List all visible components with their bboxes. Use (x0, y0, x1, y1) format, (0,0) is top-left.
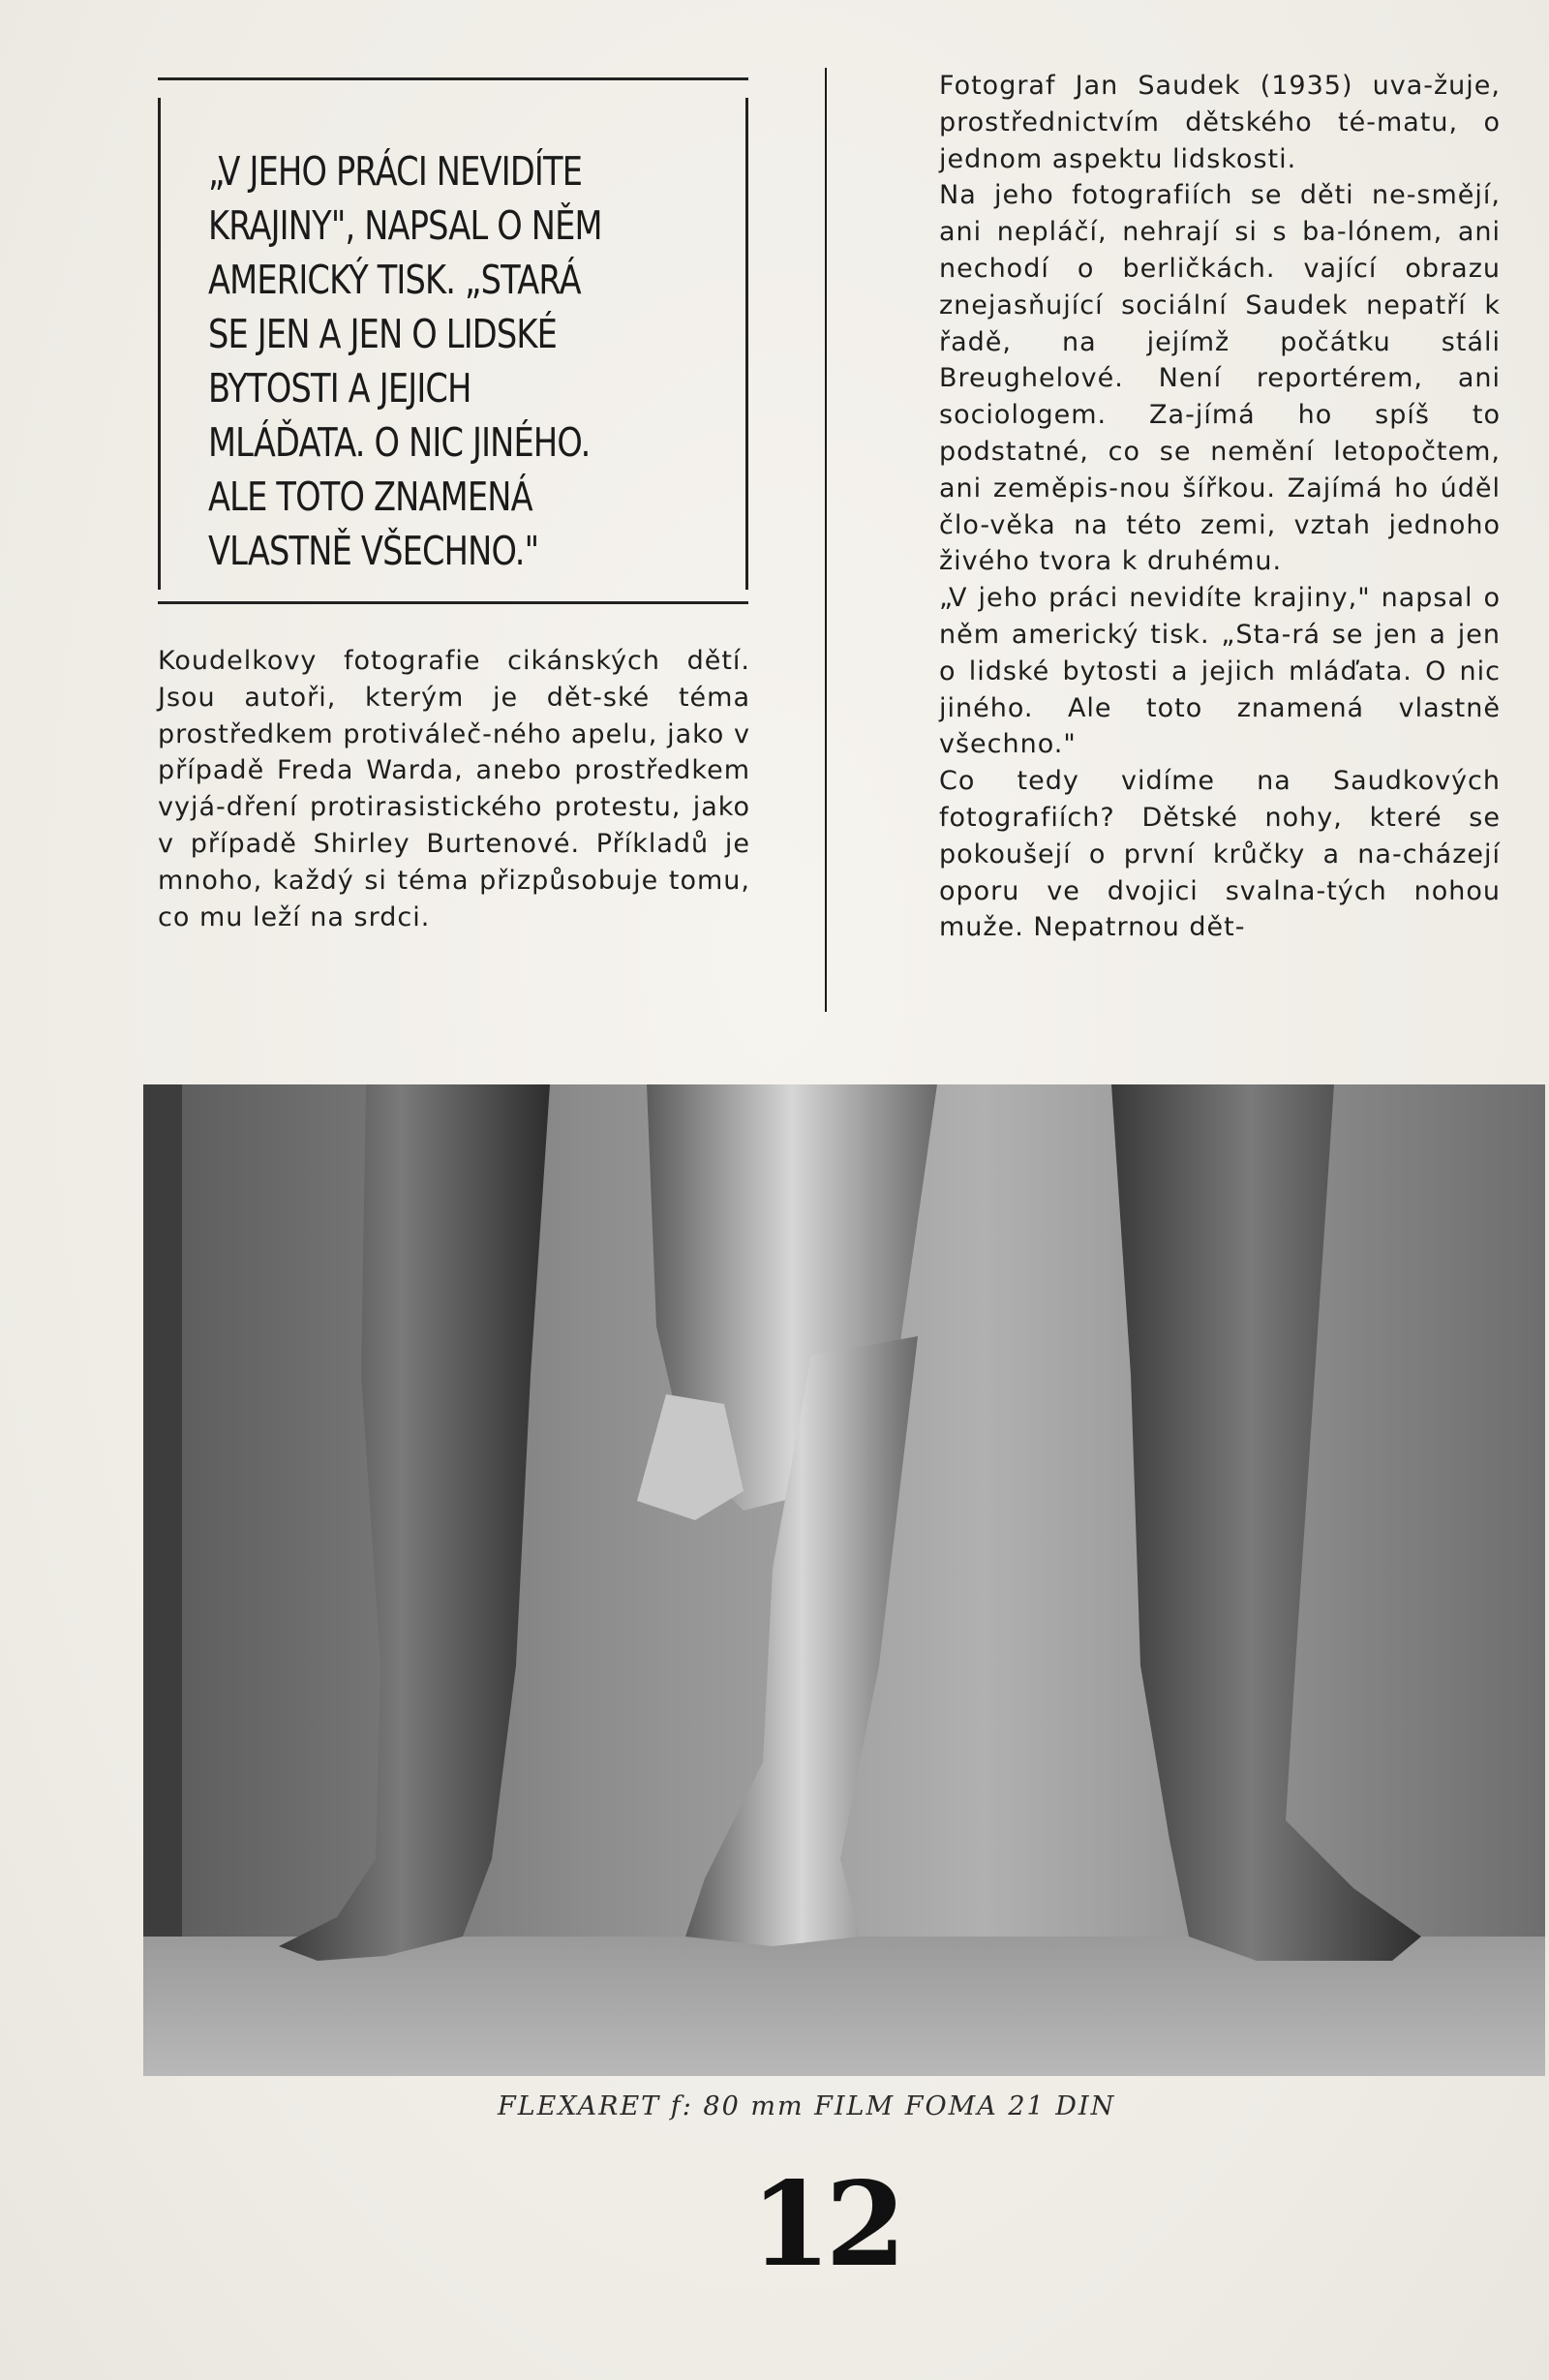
photograph-image (143, 1084, 1545, 2076)
column-divider (825, 68, 827, 1012)
right-paragraph-3: „V jeho práci nevidíte krajiny," napsal o něm americký tisk. „Sta-rá se jen a jen o lidské bytosti a jejich mláďata. O nic jiného. Ale toto znamená vlastně všechno." (939, 583, 1501, 760)
left-column-text: Koudelkovy fotografie cikánských dětí. Jsou autoři, kterým je dět-ské téma prostředkem protiváleč-ného apelu, jako v případě Freda Warda, anebo prostředkem vyjá-dření protirasistického protestu, jako v případě Shirley Burtenové. Příkladů je mnoho, každý si téma přizpůsobuje tomu, co mu leží na srdci. (158, 646, 750, 932)
right-column (939, 68, 1501, 946)
left-edge (143, 1084, 182, 2076)
pull-quote-text: „V JEHO PRÁCI NEVIDÍTE KRAJINY", NAPSAL O NĚM AMERICKÝ TISK. „STARÁ SE JEN A JEN O LIDSKÉ BYTOSTI A JEJICH MLÁĎATA. O NIC JINÉHO. ALE TOTO ZNAMENÁ VLASTNĚ VŠECHNO." (208, 148, 602, 574)
page-number: 12 (750, 2156, 900, 2293)
right-paragraph-4: Co tedy vidíme na Saudkových fotografiích? Dětské nohy, které se pokoušejí o první krůčky a na-cházejí oporu ve dvojici svalna-tých nohou muže. Nepatrnou dět- (939, 766, 1501, 943)
legs-photograph (143, 1084, 1545, 2076)
right-paragraph-1: Fotograf Jan Saudek (1935) uva-žuje, prostřednictvím dětského té-matu, o jednom aspektu lidskosti. (939, 71, 1501, 174)
pull-quote-box (158, 77, 748, 604)
photo-caption: FLEXARET f: 80 mm FILM FOMA 21 DIN (498, 2091, 1116, 2121)
right-paragraph-2: Na jeho fotografiích se děti ne-smějí, ani nepláčí, nehrají si s ba-lónem, ani nechodí o berličkách. vající obrazu znejasňující sociální Saudek nepatří k řadě, na jejímž počátku stáli Breughelové. Není reportérem, ani sociologem. Za-jímá ho spíš to podstatné, co se nemění letopočtem, ani zeměpis-nou šířkou. Zajímá ho úděl člo-věka na této zemi, vztah jednoho živého tvora k druhému. (939, 180, 1501, 577)
